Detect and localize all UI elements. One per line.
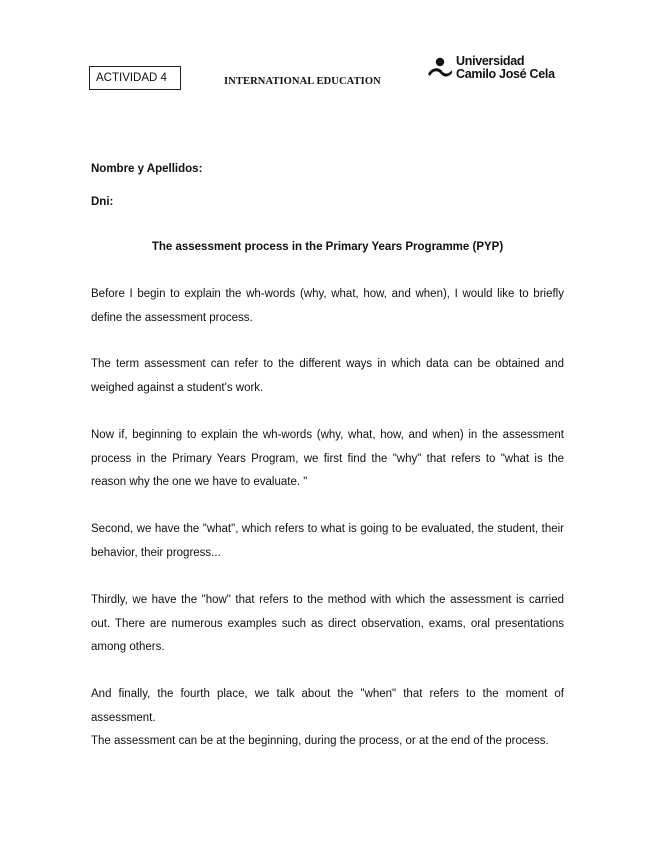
- paragraph: Second, we have the "what", which refers to what is going to be evaluated, the student, their behavior, their progress...: [91, 523, 564, 559]
- activity-label: ACTIVIDAD 4: [96, 72, 167, 84]
- activity-label-box: [89, 66, 181, 90]
- name-label: Nombre y Apellidos:: [91, 163, 203, 175]
- dni-label: Dni:: [91, 196, 114, 208]
- paragraph: Now if, beginning to explain the wh-words (why, what, how, and when) in the assessment process in the Primary Years Program, we first find the "why" that refers to "what is the reason why the one we have to evaluate. ": [91, 429, 564, 488]
- paragraph: Before I begin to explain the wh-words (why, what, how, and when), I would like to briefly define the assessment process.: [91, 288, 564, 324]
- paragraph: Thirdly, we have the "how" that refers to the method with which the assessment is carried out. There are numerous examples such as direct observation, exams, oral presentations among others.: [91, 594, 564, 653]
- university-logo: [427, 54, 557, 86]
- paragraph: And finally, the fourth place, we talk about the "when" that refers to the moment of assessment.: [91, 688, 564, 724]
- document-title: The assessment process in the Primary Years Programme (PYP): [151, 241, 504, 253]
- logo-line1: Universidad: [456, 54, 525, 68]
- paragraph: The assessment can be at the beginning, during the process, or at the end of the process.: [91, 735, 549, 747]
- header-title: INTERNATIONAL EDUCATION: [224, 76, 381, 87]
- ucjc-person-icon: [427, 57, 453, 81]
- logo-text: [456, 55, 555, 81]
- logo-line2: Camilo José Cela: [456, 67, 555, 81]
- paragraph: The term assessment can refer to the different ways in which data can be obtained and weighed against a student's work.: [91, 358, 564, 394]
